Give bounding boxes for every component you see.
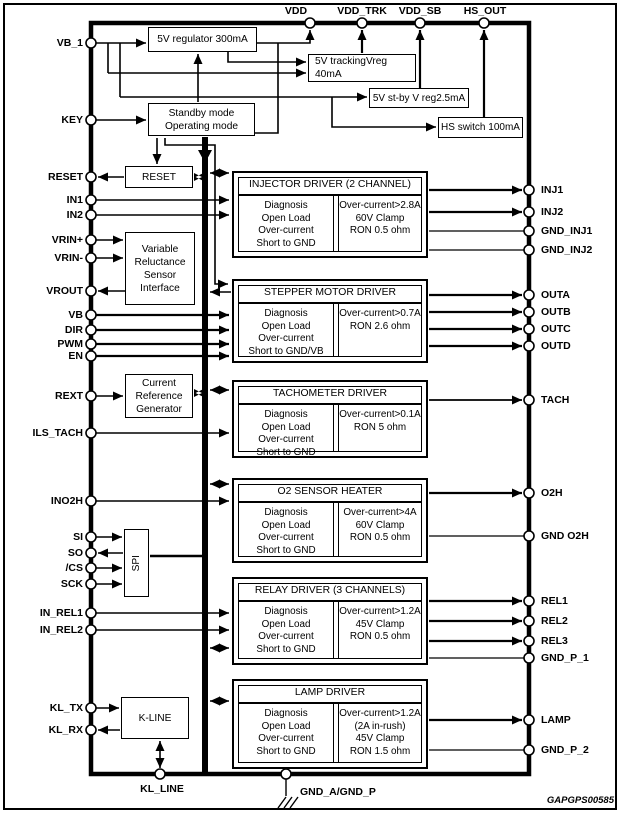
pin-gnd-inj2 xyxy=(524,245,534,255)
pin-so xyxy=(86,548,96,558)
pin-label-rel3: REL3 xyxy=(541,635,568,647)
relay-driver-block xyxy=(232,577,428,665)
pin-vdd-sb xyxy=(415,18,425,28)
tracking-vreg-line1: 5V trackingVreg xyxy=(315,56,388,67)
pin-label-gnd-inj2: GND_INJ2 xyxy=(541,244,593,256)
stepper-diagnosis-cell: Diagnosis Open Load Over-current Short to GND/VB xyxy=(239,304,334,356)
injector-specs-cell: Over-current>2.8A 60V Clamp RON 0.5 ohm xyxy=(338,196,421,251)
spi-block xyxy=(124,529,149,597)
bus-block-arrows xyxy=(210,173,231,701)
reset-block-label: RESET xyxy=(142,171,176,183)
pin-cs xyxy=(86,563,96,573)
pin-ils-tach xyxy=(86,428,96,438)
pin-label-rel1: REL1 xyxy=(541,595,568,607)
pin-label-gnd-o2h: GND O2H xyxy=(541,530,589,542)
pin-label-gnd-p-1: GND_P_1 xyxy=(541,652,589,664)
pin-label-vrout: VROUT xyxy=(46,285,83,297)
hs-switch-label: HS switch 100mA xyxy=(441,122,520,133)
pin-label-hs-out: HS_OUT xyxy=(463,5,507,17)
pin-outc xyxy=(524,324,534,334)
pin-en xyxy=(86,351,96,361)
pin-label-in-rel1: IN_REL1 xyxy=(39,607,83,619)
lamp-driver-block xyxy=(232,679,428,769)
hs-switch-block xyxy=(438,117,523,138)
pin-in-rel2 xyxy=(86,625,96,635)
vrsi-line4: Interface xyxy=(140,282,180,294)
pin-vrin-minus xyxy=(86,253,96,263)
right-wiring xyxy=(429,190,524,750)
pin-gnd-o2h xyxy=(524,531,534,541)
pin-label-pwm: PWM xyxy=(57,338,83,350)
relay-driver-title: RELAY DRIVER (3 CHANNELS) xyxy=(239,584,421,602)
lamp-diagnosis-cell: Diagnosis Open Load Over-current Short to GND xyxy=(239,704,334,762)
pin-label-inj2: INJ2 xyxy=(541,206,564,218)
pin-label-in2: IN2 xyxy=(66,209,83,221)
pin-rel3 xyxy=(524,636,534,646)
pin-label-gnd-a-gnd-p: GND_A/GND_P xyxy=(300,786,376,798)
spi-label: SPI xyxy=(131,554,142,572)
pin-outa xyxy=(524,290,534,300)
tachometer-driver-title: TACHOMETER DRIVER xyxy=(239,387,421,405)
pin-in2 xyxy=(86,210,96,220)
standby-vreg-label: 5V st-by V reg2.5mA xyxy=(372,92,466,104)
pin-label-si: SI xyxy=(73,531,83,543)
o2-specs-cell: Over-current>4A 60V Clamp RON 0.5 ohm xyxy=(338,503,421,556)
pin-label-kl-rx: KL_RX xyxy=(48,724,83,736)
pin-sck xyxy=(86,579,96,589)
current-ref-line3: Generator xyxy=(136,403,182,415)
pin-gnd-a-gnd-p xyxy=(281,769,291,779)
pin-hs-out xyxy=(479,18,489,28)
pin-vrout xyxy=(86,286,96,296)
pin-label-kl-line: KL_LINE xyxy=(140,783,184,795)
pin-vdd xyxy=(305,18,315,28)
vrsi-line2: Reluctance xyxy=(134,256,186,268)
pin-label-outa: OUTA xyxy=(541,289,570,301)
pin-label-in-rel2: IN_REL2 xyxy=(39,624,83,636)
lamp-driver-title: LAMP DRIVER xyxy=(239,686,421,704)
o2-heater-title: O2 SENSOR HEATER xyxy=(239,485,421,503)
pin-label-ils-tach: ILS_TACH xyxy=(32,427,83,439)
ground-symbol xyxy=(278,779,298,808)
pin-key xyxy=(86,115,96,125)
current-ref-line2: Reference xyxy=(135,390,183,402)
vrsi-line1: Variable xyxy=(141,243,179,255)
tachometer-driver-block xyxy=(232,380,428,458)
pin-rel1 xyxy=(524,596,534,606)
pin-kl-line xyxy=(155,769,165,779)
pin-label-en: EN xyxy=(68,350,83,362)
mode-line2: Operating mode xyxy=(164,120,239,132)
pin-label-key: KEY xyxy=(61,114,83,126)
stepper-driver-block xyxy=(232,279,428,363)
pin-vdd-trk xyxy=(357,18,367,28)
pin-tach xyxy=(524,395,534,405)
pin-label-vdd-sb: VDD_SB xyxy=(398,5,442,17)
pin-gnd-p-1 xyxy=(524,653,534,663)
vrsi-block xyxy=(125,232,195,305)
tachometer-diagnosis-cell: Diagnosis Open Load Over-current Short to GND xyxy=(239,405,334,451)
kline-label: K-LINE xyxy=(138,712,172,724)
pin-label-cs: /CS xyxy=(65,562,83,574)
mode-line1: Standby mode xyxy=(168,107,235,119)
pin-rext xyxy=(86,391,96,401)
pin-kl-rx xyxy=(86,725,96,735)
pin-label-ino2h: INO2H xyxy=(50,495,83,507)
pin-label-vrin-plus: VRIN+ xyxy=(51,234,83,246)
pin-vrin-plus xyxy=(86,235,96,245)
injector-diagnosis-cell: Diagnosis Open Load Over-current Short to GND xyxy=(239,196,334,251)
reset-block xyxy=(125,166,193,188)
pin-label-outc: OUTC xyxy=(541,323,571,335)
lamp-specs-cell: Over-current>1.2A (2A in-rush) 45V Clamp RON 1.5 ohm xyxy=(338,704,421,762)
pin-ino2h xyxy=(86,496,96,506)
tracking-vreg-block xyxy=(308,54,416,82)
current-ref-line1: Current xyxy=(142,377,176,389)
pin-label-vrin-minus: VRIN- xyxy=(54,252,83,264)
pin-label-vb: VB xyxy=(68,309,83,321)
pin-label-sck: SCK xyxy=(60,578,83,590)
regulator-5v-block xyxy=(148,27,257,52)
pin-label-in1: IN1 xyxy=(66,194,83,206)
pin-label-rext: REXT xyxy=(54,390,83,402)
pin-label-kl-tx: KL_TX xyxy=(49,702,83,714)
pin-vb xyxy=(86,310,96,320)
pin-label-dir: DIR xyxy=(64,324,83,336)
main-bus xyxy=(198,137,212,773)
pin-dir xyxy=(86,325,96,335)
pin-label-tach: TACH xyxy=(541,394,570,406)
pin-label-vdd-trk: VDD_TRK xyxy=(337,5,387,17)
pin-label-gnd-p-2: GND_P_2 xyxy=(541,744,589,756)
pin-rel2 xyxy=(524,616,534,626)
pin-lamp xyxy=(524,715,534,725)
pin-outb xyxy=(524,307,534,317)
o2-heater-block xyxy=(232,478,428,563)
injector-driver-title: INJECTOR DRIVER (2 CHANNEL) xyxy=(239,178,421,196)
pin-kl-tx xyxy=(86,703,96,713)
pin-label-outb: OUTB xyxy=(541,306,571,318)
pin-pwm xyxy=(86,339,96,349)
pin-in-rel1 xyxy=(86,608,96,618)
stepper-specs-cell: Over-current>0.7A RON 2.6 ohm xyxy=(338,304,421,356)
pin-label-outd: OUTD xyxy=(541,340,571,352)
pin-label-lamp: LAMP xyxy=(541,714,571,726)
pin-reset xyxy=(86,172,96,182)
tachometer-specs-cell: Over-current>0.1A RON 5 ohm xyxy=(338,405,421,451)
pin-gnd-p-2 xyxy=(524,745,534,755)
pin-label-gnd-inj1: GND_INJ1 xyxy=(541,225,593,237)
pin-si xyxy=(86,532,96,542)
pin-label-reset: RESET xyxy=(47,171,83,183)
relay-specs-cell: Over-current>1.2A 45V Clamp RON 0.5 ohm xyxy=(338,602,421,658)
vrsi-line3: Sensor xyxy=(143,269,177,281)
relay-diagnosis-cell: Diagnosis Open Load Over-current Short to GND xyxy=(239,602,334,658)
pin-label-so: SO xyxy=(67,547,83,559)
pin-inj1 xyxy=(524,185,534,195)
pin-label-vdd: VDD xyxy=(284,5,308,17)
regulator-5v-label: 5V regulator 300mA xyxy=(157,34,248,45)
pin-in1 xyxy=(86,195,96,205)
pin-label-rel2: REL2 xyxy=(541,615,568,627)
figure-id: GAPGPS00585 xyxy=(546,795,614,806)
pin-label-vb-1: VB_1 xyxy=(56,37,83,49)
stepper-driver-title: STEPPER MOTOR DRIVER xyxy=(239,286,421,304)
pin-outd xyxy=(524,341,534,351)
tracking-vreg-line2: 40mA xyxy=(315,69,342,80)
pin-label-inj1: INJ1 xyxy=(541,184,564,196)
pin-label-o2h: O2H xyxy=(541,487,563,499)
pin-vb-1 xyxy=(86,38,96,48)
kline-block xyxy=(121,697,189,739)
injector-driver-block xyxy=(232,171,428,258)
pin-gnd-inj1 xyxy=(524,226,534,236)
current-ref-block xyxy=(125,374,193,418)
standby-vreg-block xyxy=(369,88,469,108)
mode-block xyxy=(148,103,255,136)
pin-inj2 xyxy=(524,207,534,217)
o2-diagnosis-cell: Diagnosis Open Load Over-current Short to GND xyxy=(239,503,334,556)
pin-o2h xyxy=(524,488,534,498)
